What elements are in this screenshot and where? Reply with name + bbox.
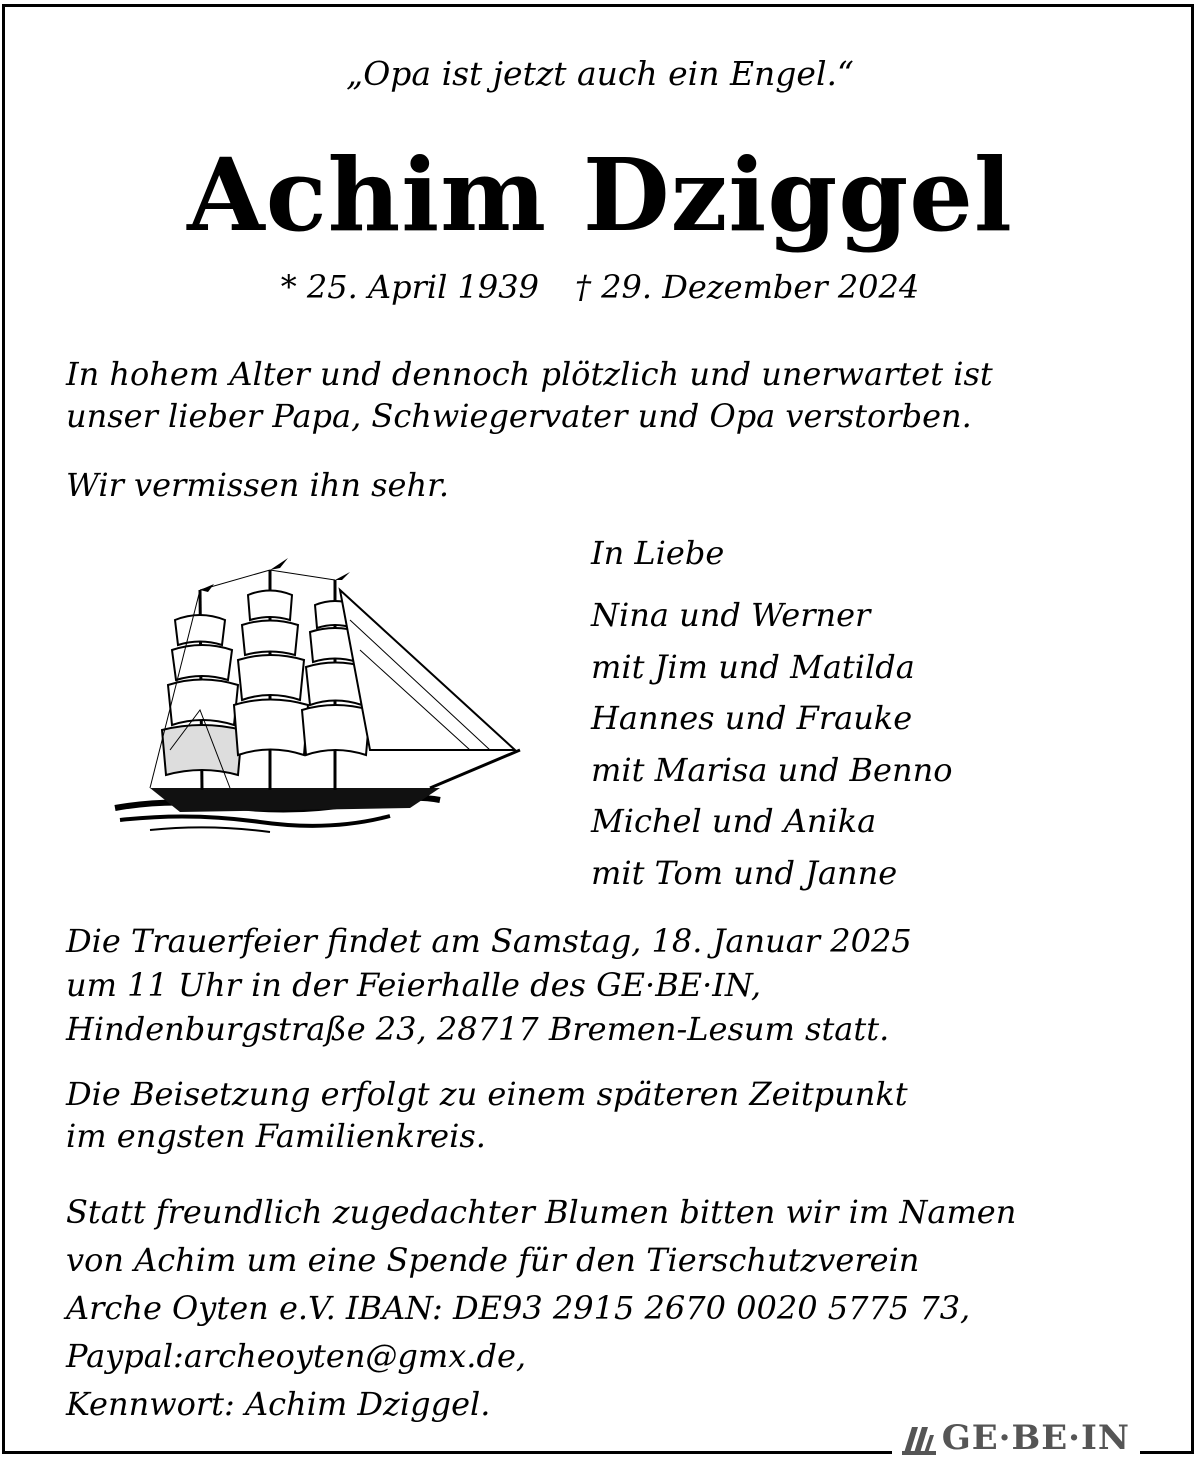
life-dates (0, 265, 1200, 309)
ceremony-line: Hindenburgstraße 23, 28717 Bremen-Lesum statt. (66, 1010, 890, 1048)
donation-line: Paypal:archeoyten@gmx.de, (66, 1337, 527, 1375)
mourner-line: mit Tom und Janne (591, 853, 898, 892)
deceased-name: Achim Dziggel (187, 136, 1013, 254)
mourner-line: Michel und Anika (591, 802, 877, 840)
mourner-line: Hannes und Frauke (591, 699, 913, 737)
donation-line: Arche Oyten e.V. IBAN: DE93 2915 2670 0020 5775 73, (66, 1289, 971, 1327)
ceremony-line: um 11 Uhr in der Feierhalle des GE·BE·IN, (66, 966, 762, 1004)
death-date: † 29. Dezember 2024 (574, 268, 920, 306)
ceremony-line: Die Trauerfeier findet am Samstag, 18. Januar 2025 (66, 922, 912, 960)
ceremony-paragraph (66, 919, 1146, 1051)
intro-line: unser lieber Papa, Schwiegervater und Opa verstorben. (66, 397, 972, 435)
birth-date: * 25. April 1939 (280, 268, 539, 306)
donation-line: Kennwort: Achim Dziggel. (66, 1385, 491, 1423)
sailing-ship-illustration (110, 550, 530, 850)
mourners-list (591, 532, 952, 899)
gebein-logo (892, 1418, 1140, 1458)
donation-line: Statt freundlich zugedachter Blumen bitten wir im Namen (66, 1193, 1017, 1231)
miss-line: Wir vermissen ihn sehr. (66, 466, 450, 504)
mourner-line: mit Marisa und Benno (591, 750, 953, 789)
mourner-line: mit Jim und Matilda (591, 647, 915, 686)
donation-line: von Achim um eine Spende für den Tierschutzverein (66, 1241, 920, 1279)
intro-paragraph (66, 353, 1146, 437)
burial-line: Die Beisetzung erfolgt zu einem späteren Zeitpunkt (66, 1075, 908, 1113)
gebein-logo-icon (902, 1421, 936, 1455)
burial-line: im engsten Familienkreis. (66, 1117, 486, 1155)
mourner-line: Nina und Werner (591, 596, 871, 634)
gebein-logo-text: GE·BE·IN (941, 1418, 1130, 1458)
mourners-heading: In Liebe (591, 534, 725, 572)
donation-paragraph (66, 1188, 1146, 1428)
burial-paragraph (66, 1073, 1146, 1157)
intro-line: In hohem Alter und dennoch plötzlich und unerwartet ist (66, 355, 993, 393)
memorial-quote: „Opa ist jetzt auch ein Engel.“ (346, 54, 854, 93)
